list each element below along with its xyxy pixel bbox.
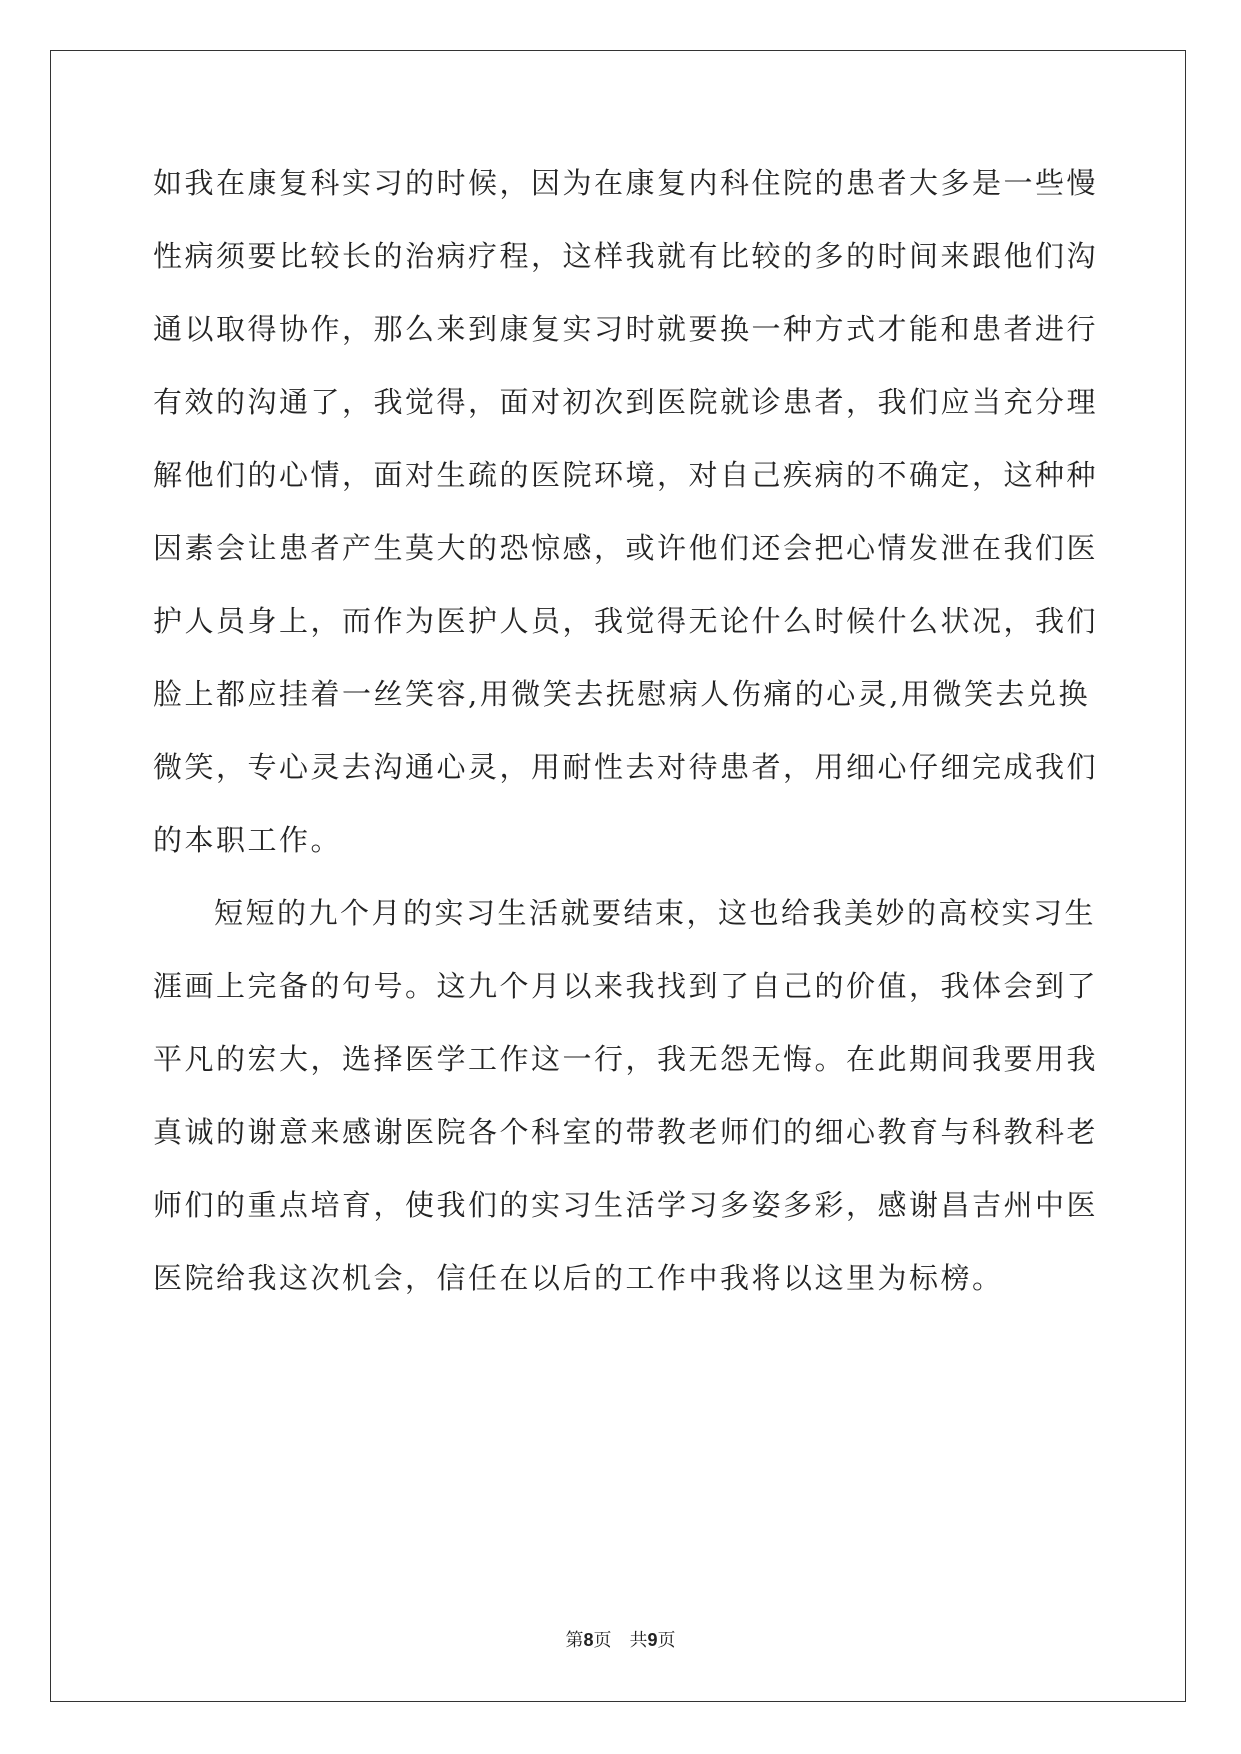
- total-pages-number: 9: [647, 1630, 658, 1650]
- text-line: 有效的沟通了，我觉得，面对初次到医院就诊患者，我们应当充分理: [153, 385, 1099, 419]
- text-line: 如我在康复科实习的时候，因为在康复内科住院的患者大多是一些慢: [153, 166, 1099, 200]
- text-line: 因素会让患者产生莫大的恐惊感，或许他们还会把心情发泄在我们医: [153, 531, 1099, 565]
- footer-page-unit: 页: [593, 1630, 612, 1651]
- text-line: 真诚的谢意来感谢医院各个科室的带教老师们的细心教育与科教科老: [153, 1115, 1099, 1149]
- text-line: 医院给我这次机会，信任在以后的工作中我将以这里为标榜。: [153, 1261, 1004, 1295]
- text-line: 涯画上完备的句号。这九个月以来我找到了自己的价值，我体会到了: [153, 969, 1099, 1003]
- text-line: 平凡的宏大，选择医学工作这一行，我无怨无悔。在此期间我要用我: [153, 1042, 1099, 1076]
- paragraph-first-line: 短短的九个月的实习生活就要结束，这也给我美妙的高校实习生: [214, 896, 1097, 930]
- footer-total-prefix: 共: [629, 1630, 648, 1651]
- current-page-number: 8: [583, 1630, 594, 1650]
- text-line: 解他们的心情，面对生疏的医院环境，对自己疾病的不确定，这种种: [153, 458, 1099, 492]
- page-border: [50, 50, 1186, 1702]
- text-line: 微笑，专心灵去沟通心灵，用耐性去对待患者，用细心仔细完成我们: [153, 750, 1099, 784]
- text-line: 护人员身上，而作为医护人员，我觉得无论什么时候什么状况，我们: [153, 604, 1099, 638]
- footer-prefix: 第: [565, 1630, 584, 1651]
- footer-total-unit: 页: [657, 1630, 676, 1651]
- text-line: 师们的重点培育，使我们的实习生活学习多姿多彩，感谢昌吉州中医: [153, 1188, 1099, 1222]
- text-line: 的本职工作。: [153, 823, 343, 857]
- text-line: 脸上都应挂着一丝笑容,用微笑去抚慰病人伤痛的心灵,用微笑去兑换: [153, 677, 1090, 711]
- page-footer: [0, 1626, 1241, 1655]
- text-line: 通以取得协作，那么来到康复实习时就要换一种方式才能和患者进行: [153, 312, 1099, 346]
- text-line: 性病须要比较长的治病疗程，这样我就有比较的多的时间来跟他们沟: [153, 239, 1099, 273]
